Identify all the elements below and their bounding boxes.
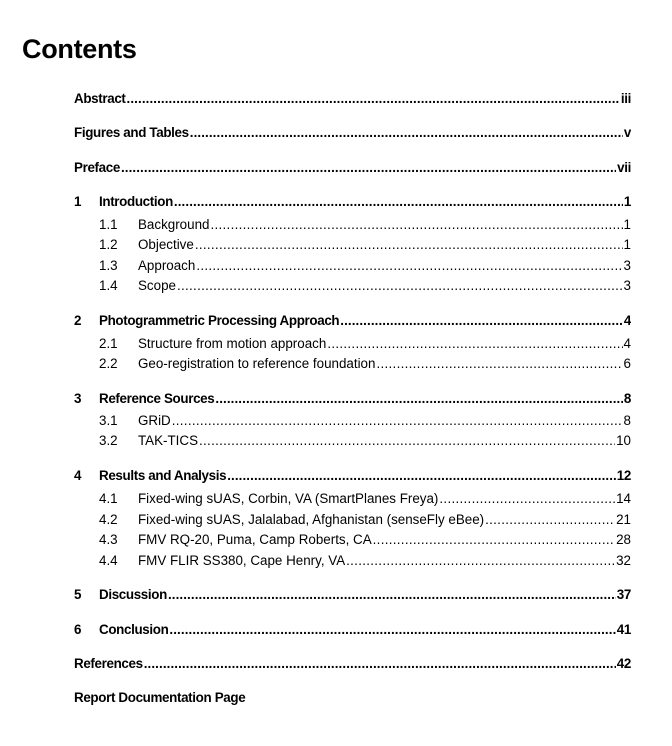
- toc-entry[interactable]: [74, 311, 631, 331]
- toc-entry[interactable]: [99, 235, 631, 255]
- toc-entry-number: 1.1: [99, 217, 118, 232]
- dot-leader: [346, 551, 615, 571]
- toc-entry[interactable]: [74, 389, 631, 409]
- toc-entry-label: FMV RQ-20, Puma, Camp Roberts, CA: [138, 532, 372, 547]
- toc-entry[interactable]: [99, 489, 631, 509]
- toc-entry-label: Reference Sources: [99, 391, 215, 406]
- dot-leader: [227, 466, 616, 486]
- toc-entry-number: 4.3: [99, 532, 118, 547]
- toc-entry-page: v: [623, 125, 631, 140]
- dot-leader: [373, 530, 615, 550]
- dot-leader: [127, 89, 620, 109]
- toc-entry-number: 2: [74, 313, 82, 328]
- toc-entry-label: Fixed-wing sUAS, Jalalabad, Afghanistan (senseFly eBee): [138, 512, 485, 527]
- toc-entry[interactable]: [99, 530, 631, 550]
- toc-entry-number: 6: [74, 622, 82, 637]
- dot-leader: [174, 192, 623, 212]
- toc-entry-number: 3.1: [99, 413, 118, 428]
- toc-entry[interactable]: [74, 585, 631, 605]
- toc-entry-label: Geo-registration to reference foundation: [138, 356, 376, 371]
- toc-entry-page: iii: [620, 91, 631, 106]
- dot-leader: [172, 411, 623, 431]
- toc-entry-number: 4: [74, 468, 82, 483]
- toc-entry[interactable]: [74, 158, 631, 178]
- toc-entry[interactable]: [99, 256, 631, 276]
- toc-entry-page: 42: [616, 656, 631, 671]
- toc-entry-number: 4.2: [99, 512, 118, 527]
- toc-entry-label: Results and Analysis: [99, 468, 227, 483]
- toc-entry-label: Structure from motion approach: [138, 336, 327, 351]
- toc-entry-number: 3.2: [99, 433, 118, 448]
- toc-entry-page: 4: [623, 336, 631, 351]
- dot-leader: [199, 431, 615, 451]
- toc-entry-label: FMV FLIR SS380, Cape Henry, VA: [138, 553, 346, 568]
- toc-entry-page: 1: [623, 237, 631, 252]
- toc-entry-number: 5: [74, 587, 82, 602]
- toc-entry-number: 4.1: [99, 491, 118, 506]
- toc-entry-label: Scope: [138, 278, 176, 293]
- dot-leader: [169, 620, 615, 640]
- toc-entry-page: 3: [623, 278, 631, 293]
- toc-entry-label: Abstract: [74, 91, 126, 106]
- toc-entry[interactable]: [74, 654, 631, 674]
- toc-entry-page: 12: [616, 468, 631, 483]
- toc-entry-label: Introduction: [99, 194, 173, 209]
- page-title: Contents: [22, 34, 137, 64]
- toc-entry-label: Approach: [138, 258, 196, 273]
- toc-entry[interactable]: [74, 89, 631, 109]
- toc-entry-number: 1.4: [99, 278, 118, 293]
- toc-entry[interactable]: [99, 354, 631, 374]
- dot-leader: [168, 585, 616, 605]
- dot-leader: [144, 654, 616, 674]
- toc-entry[interactable]: [99, 215, 631, 235]
- toc-entry-page: 32: [616, 553, 631, 568]
- toc-entry-number: 1.2: [99, 237, 118, 252]
- toc-entry-page: 41: [616, 622, 631, 637]
- dot-leader: [177, 276, 623, 296]
- toc-entry[interactable]: [99, 431, 631, 451]
- toc-entry-label: References: [74, 656, 143, 671]
- toc-entry-label: Conclusion: [99, 622, 169, 637]
- toc-entry-label: Objective: [138, 237, 194, 252]
- toc-entry-label: Preface: [74, 160, 120, 175]
- toc-entry[interactable]: [74, 620, 631, 640]
- toc-entry-page: 37: [616, 587, 631, 602]
- toc-entry-label: TAK-TICS: [138, 433, 199, 448]
- toc-entry[interactable]: [74, 123, 631, 143]
- toc-entry-page: 1: [623, 217, 631, 232]
- toc-entry-label: Fixed-wing sUAS, Corbin, VA (SmartPlanes Freya): [138, 491, 439, 506]
- toc-entry-page: 1: [623, 194, 631, 209]
- dot-leader: [439, 489, 615, 509]
- dot-leader: [190, 123, 623, 143]
- toc-entry[interactable]: [99, 551, 631, 571]
- toc-entry-page: 3: [623, 258, 631, 273]
- toc-entry-page: 28: [616, 532, 631, 547]
- toc-entry-page: vii: [617, 160, 631, 175]
- toc-entry[interactable]: [99, 334, 631, 354]
- toc-entry-page: 6: [623, 356, 631, 371]
- toc-entry-label: Photogrammetric Processing Approach: [99, 313, 340, 328]
- toc-entry[interactable]: [74, 688, 631, 708]
- toc-entry-number: 2.2: [99, 356, 118, 371]
- toc-entry-number: 1.3: [99, 258, 118, 273]
- dot-leader: [376, 354, 622, 374]
- toc-entry-page: 4: [623, 313, 631, 328]
- dot-leader: [196, 256, 622, 276]
- toc-entry-number: 4.4: [99, 553, 118, 568]
- toc-entry[interactable]: [99, 411, 631, 431]
- toc-entry[interactable]: [74, 466, 631, 486]
- toc-entry-page: 21: [616, 512, 631, 527]
- dot-leader: [485, 510, 615, 530]
- toc-entry-label: GRiD: [138, 413, 171, 428]
- toc-entry-label: Discussion: [99, 587, 167, 602]
- toc-entry-number: 1: [74, 194, 82, 209]
- toc-entry-label: Report Documentation Page: [74, 690, 246, 705]
- toc-entry-number: 3: [74, 391, 82, 406]
- dot-leader: [121, 158, 616, 178]
- toc-entry-page: 14: [616, 491, 631, 506]
- toc-entry[interactable]: [99, 276, 631, 296]
- dot-leader: [210, 215, 622, 235]
- dot-leader: [215, 389, 623, 409]
- toc-entry-number: 2.1: [99, 336, 118, 351]
- toc-entry-page: 10: [616, 433, 631, 448]
- dot-leader: [195, 235, 623, 255]
- dot-leader: [340, 311, 623, 331]
- toc-entry[interactable]: [99, 510, 631, 530]
- dot-leader: [327, 334, 622, 354]
- toc-entry-label: Background: [138, 217, 210, 232]
- toc-entry-page: 8: [623, 391, 631, 406]
- toc-entry-label: Figures and Tables: [74, 125, 189, 140]
- toc-entry-page: 8: [623, 413, 631, 428]
- toc-entry[interactable]: [74, 192, 631, 212]
